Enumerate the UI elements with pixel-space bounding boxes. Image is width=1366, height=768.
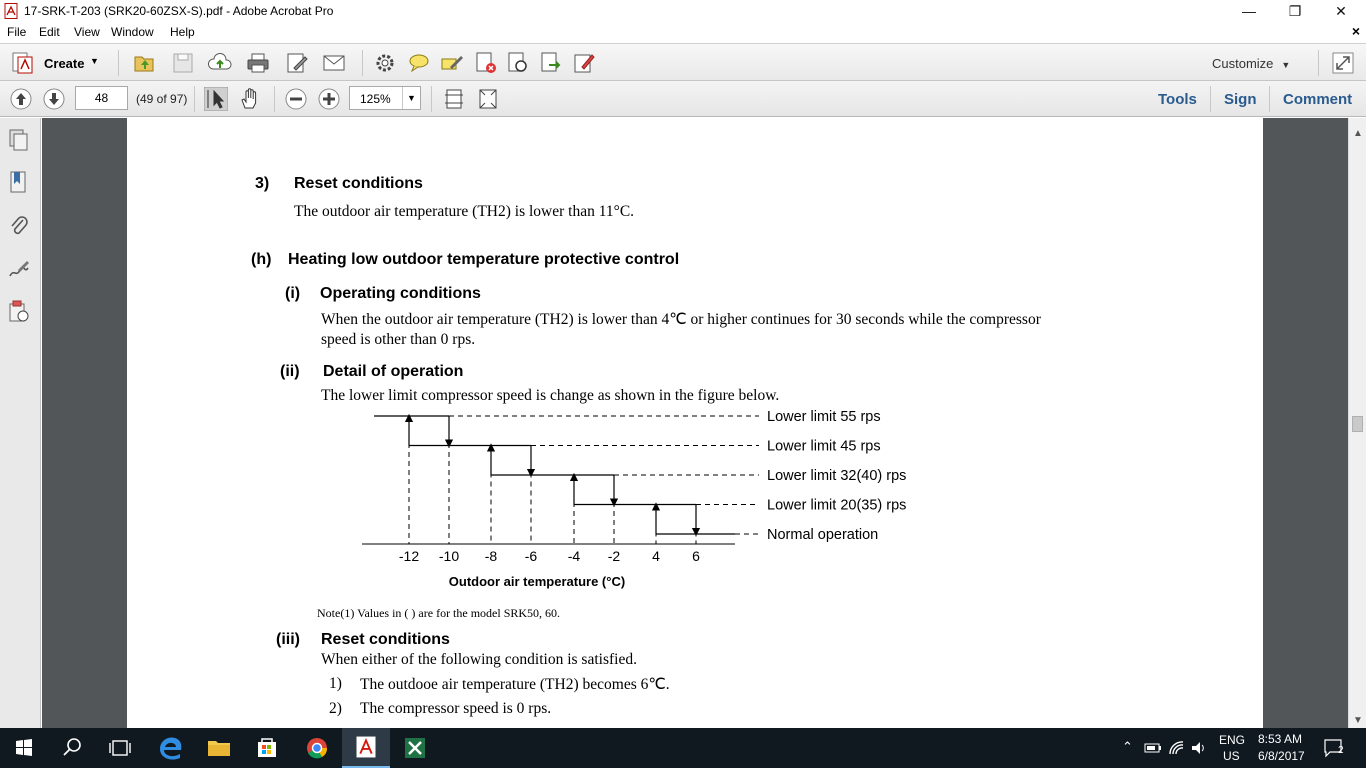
section-ii-title: Detail of operation [323,363,464,380]
lower-limit-step-chart [352,406,952,591]
x-tick-label: -2 [607,548,621,564]
toolbar-separator [431,86,432,112]
toolbar-separator [118,50,119,76]
reset-item-2-text: The compressor speed is 0 rps. [360,700,552,717]
chevron-down-icon: ▼ [90,56,99,66]
menu-file[interactable]: File [7,25,27,39]
section-3-number: 3) [255,175,270,192]
zoom-value: 125% [360,92,391,106]
page-count: (49 of 97) [136,92,188,106]
section-ii-number: (ii) [280,363,300,380]
section-iii-title: Reset conditions [321,631,450,648]
clock-time[interactable]: 8:53 AM [1258,732,1303,746]
menu-bar [0,22,1366,42]
section-iii-text: When either of the following condition is satisfied. [321,651,637,668]
comment-icon[interactable] [407,51,431,75]
toolbar-separator [194,86,195,112]
reset-item-1-number: 1) [329,675,342,692]
previous-page-icon[interactable] [9,87,33,111]
export-icon[interactable] [539,51,563,75]
level-label: Lower limit 45 rps [767,438,881,455]
show-hidden-icons[interactable]: ⌃ [1122,739,1133,754]
fit-page-icon[interactable] [442,87,466,111]
clock-date[interactable]: 6/8/2017 [1258,749,1305,763]
edge-browser-icon[interactable] [147,728,195,768]
acrobat-taskbar-icon[interactable] [342,728,390,768]
file-explorer-icon[interactable] [195,728,243,768]
level-label: Lower limit 55 rps [767,409,881,425]
reset-item-2-number: 2) [329,700,342,717]
menu-edit[interactable]: Edit [39,25,60,39]
tools-pane-link[interactable]: Tools [1158,91,1197,108]
acrobat-app-icon [4,3,18,19]
zoom-in-icon[interactable] [317,87,341,111]
section-h-title: Heating low outdoor temperature protective control [288,251,680,268]
x-tick-label: 4 [652,548,660,564]
windows-taskbar [0,728,1366,768]
create-label: Create [44,56,85,71]
x-tick-label: -4 [567,548,581,564]
email-icon[interactable] [322,51,346,75]
x-axis-title: Outdoor air temperature (°C) [448,574,626,589]
start-icon[interactable] [0,728,48,768]
search-icon[interactable] [48,728,96,768]
create-pdf-icon [10,51,36,75]
section-ii-text: The lower limit compressor speed is change as shown in the figure below. [321,387,780,404]
chevron-down-icon: ▼ [1281,60,1291,70]
hand-tool-icon[interactable] [238,87,262,111]
main-toolbar [0,43,1366,81]
title-bar [0,0,1366,22]
navigation-pane [0,118,41,728]
toolbar-separator [1269,86,1270,112]
section-h-number: (h) [251,251,272,268]
x-tick-label: -12 [398,548,420,564]
x-tick-label: -10 [438,548,460,564]
task-view-icon[interactable] [96,728,144,768]
menu-window[interactable]: Window [111,25,154,39]
level-label: Normal operation [767,527,879,543]
document-viewport[interactable] [42,118,1348,728]
customize-label: Customize [1212,56,1274,71]
volume-icon[interactable] [1190,739,1208,757]
level-label: Lower limit 32(40) rps [767,468,907,484]
menu-view[interactable]: View [74,25,100,39]
customize-dropdown[interactable] [1212,56,1290,71]
restore-icon[interactable]: ❐ [1288,3,1302,19]
section-i-number: (i) [285,285,301,302]
section-3-text: The outdoor air temperature (TH2) is lower than 11°C. [294,203,635,220]
reset-item-1-text: The outdooe air temperature (TH2) becomes 6℃. [360,676,670,693]
section-iii-number: (iii) [276,631,300,648]
window-title: 17-SRK-T-203 (SRK20-60ZSX-S).pdf - Adobe Acrobat Pro [24,4,334,18]
close-icon[interactable]: ✕ [1335,3,1347,19]
stamp-icon[interactable] [506,51,530,75]
pdf-page [127,118,1263,728]
highlight-icon[interactable] [440,51,464,75]
zoom-select[interactable] [349,86,421,110]
menu-help[interactable]: Help [170,25,195,39]
bookmarks-icon[interactable] [8,170,30,194]
close-document-icon[interactable]: × [1351,23,1360,39]
toolbar-separator [1318,50,1319,76]
section-i-title: Operating conditions [320,285,481,302]
sign-pane-link[interactable]: Sign [1224,91,1257,108]
store-icon[interactable] [243,728,291,768]
page-thumbnails-icon[interactable] [8,128,30,152]
section-i-text-line2: speed is other than 0 rps. [321,331,476,348]
battery-icon[interactable] [1144,740,1162,756]
level-label: Lower limit 20(35) rps [767,497,907,514]
print-icon[interactable] [246,51,270,75]
section-3-title: Reset conditions [294,175,423,192]
wifi-icon[interactable] [1168,739,1186,757]
comment-pane-link[interactable]: Comment [1283,91,1353,108]
expand-icon[interactable] [1331,51,1355,75]
full-screen-icon[interactable] [476,87,500,111]
select-tool-icon[interactable] [204,87,228,111]
input-language[interactable]: ENG [1219,733,1246,747]
notification-count: 2 [1338,745,1344,756]
save-icon[interactable] [171,51,195,75]
next-page-icon[interactable] [42,87,66,111]
x-tick-label: -6 [524,548,538,564]
x-tick-label: -8 [484,548,498,564]
toolbar-separator [362,50,363,76]
navigation-toolbar [0,81,1366,117]
model-note: Note(1) Values in ( ) are for the model SRK50, 60. [317,606,561,620]
content-icon[interactable] [8,300,30,324]
settings-icon[interactable] [373,51,397,75]
toolbar-separator [1210,86,1211,112]
signatures-icon[interactable] [8,258,30,282]
page-number-input[interactable] [75,86,128,110]
scroll-up-icon[interactable]: ▲ [1353,128,1363,139]
fill-sign-icon[interactable] [572,51,596,75]
input-region[interactable]: US [1223,749,1240,763]
scroll-down-icon[interactable]: ▼ [1353,715,1363,726]
open-icon[interactable] [133,51,157,75]
toolbar-separator [274,86,275,112]
section-i-text-line1: When the outdoor air temperature (TH2) is lower than 4℃ or higher continues for 30 seconds while the compressor [321,311,1041,328]
chrome-icon[interactable] [293,728,341,768]
minimize-icon[interactable]: — [1242,3,1256,19]
upload-cloud-icon[interactable] [208,51,232,75]
excel-icon[interactable] [391,728,439,768]
vertical-scrollbar[interactable] [1348,118,1366,728]
x-tick-label: 6 [692,548,700,564]
chevron-down-icon[interactable]: ▼ [402,87,420,109]
scroll-thumb[interactable] [1352,416,1363,432]
edit-icon[interactable] [285,51,309,75]
attachments-icon[interactable] [8,214,30,238]
delete-page-icon[interactable] [474,51,498,75]
zoom-out-icon[interactable] [284,87,308,111]
